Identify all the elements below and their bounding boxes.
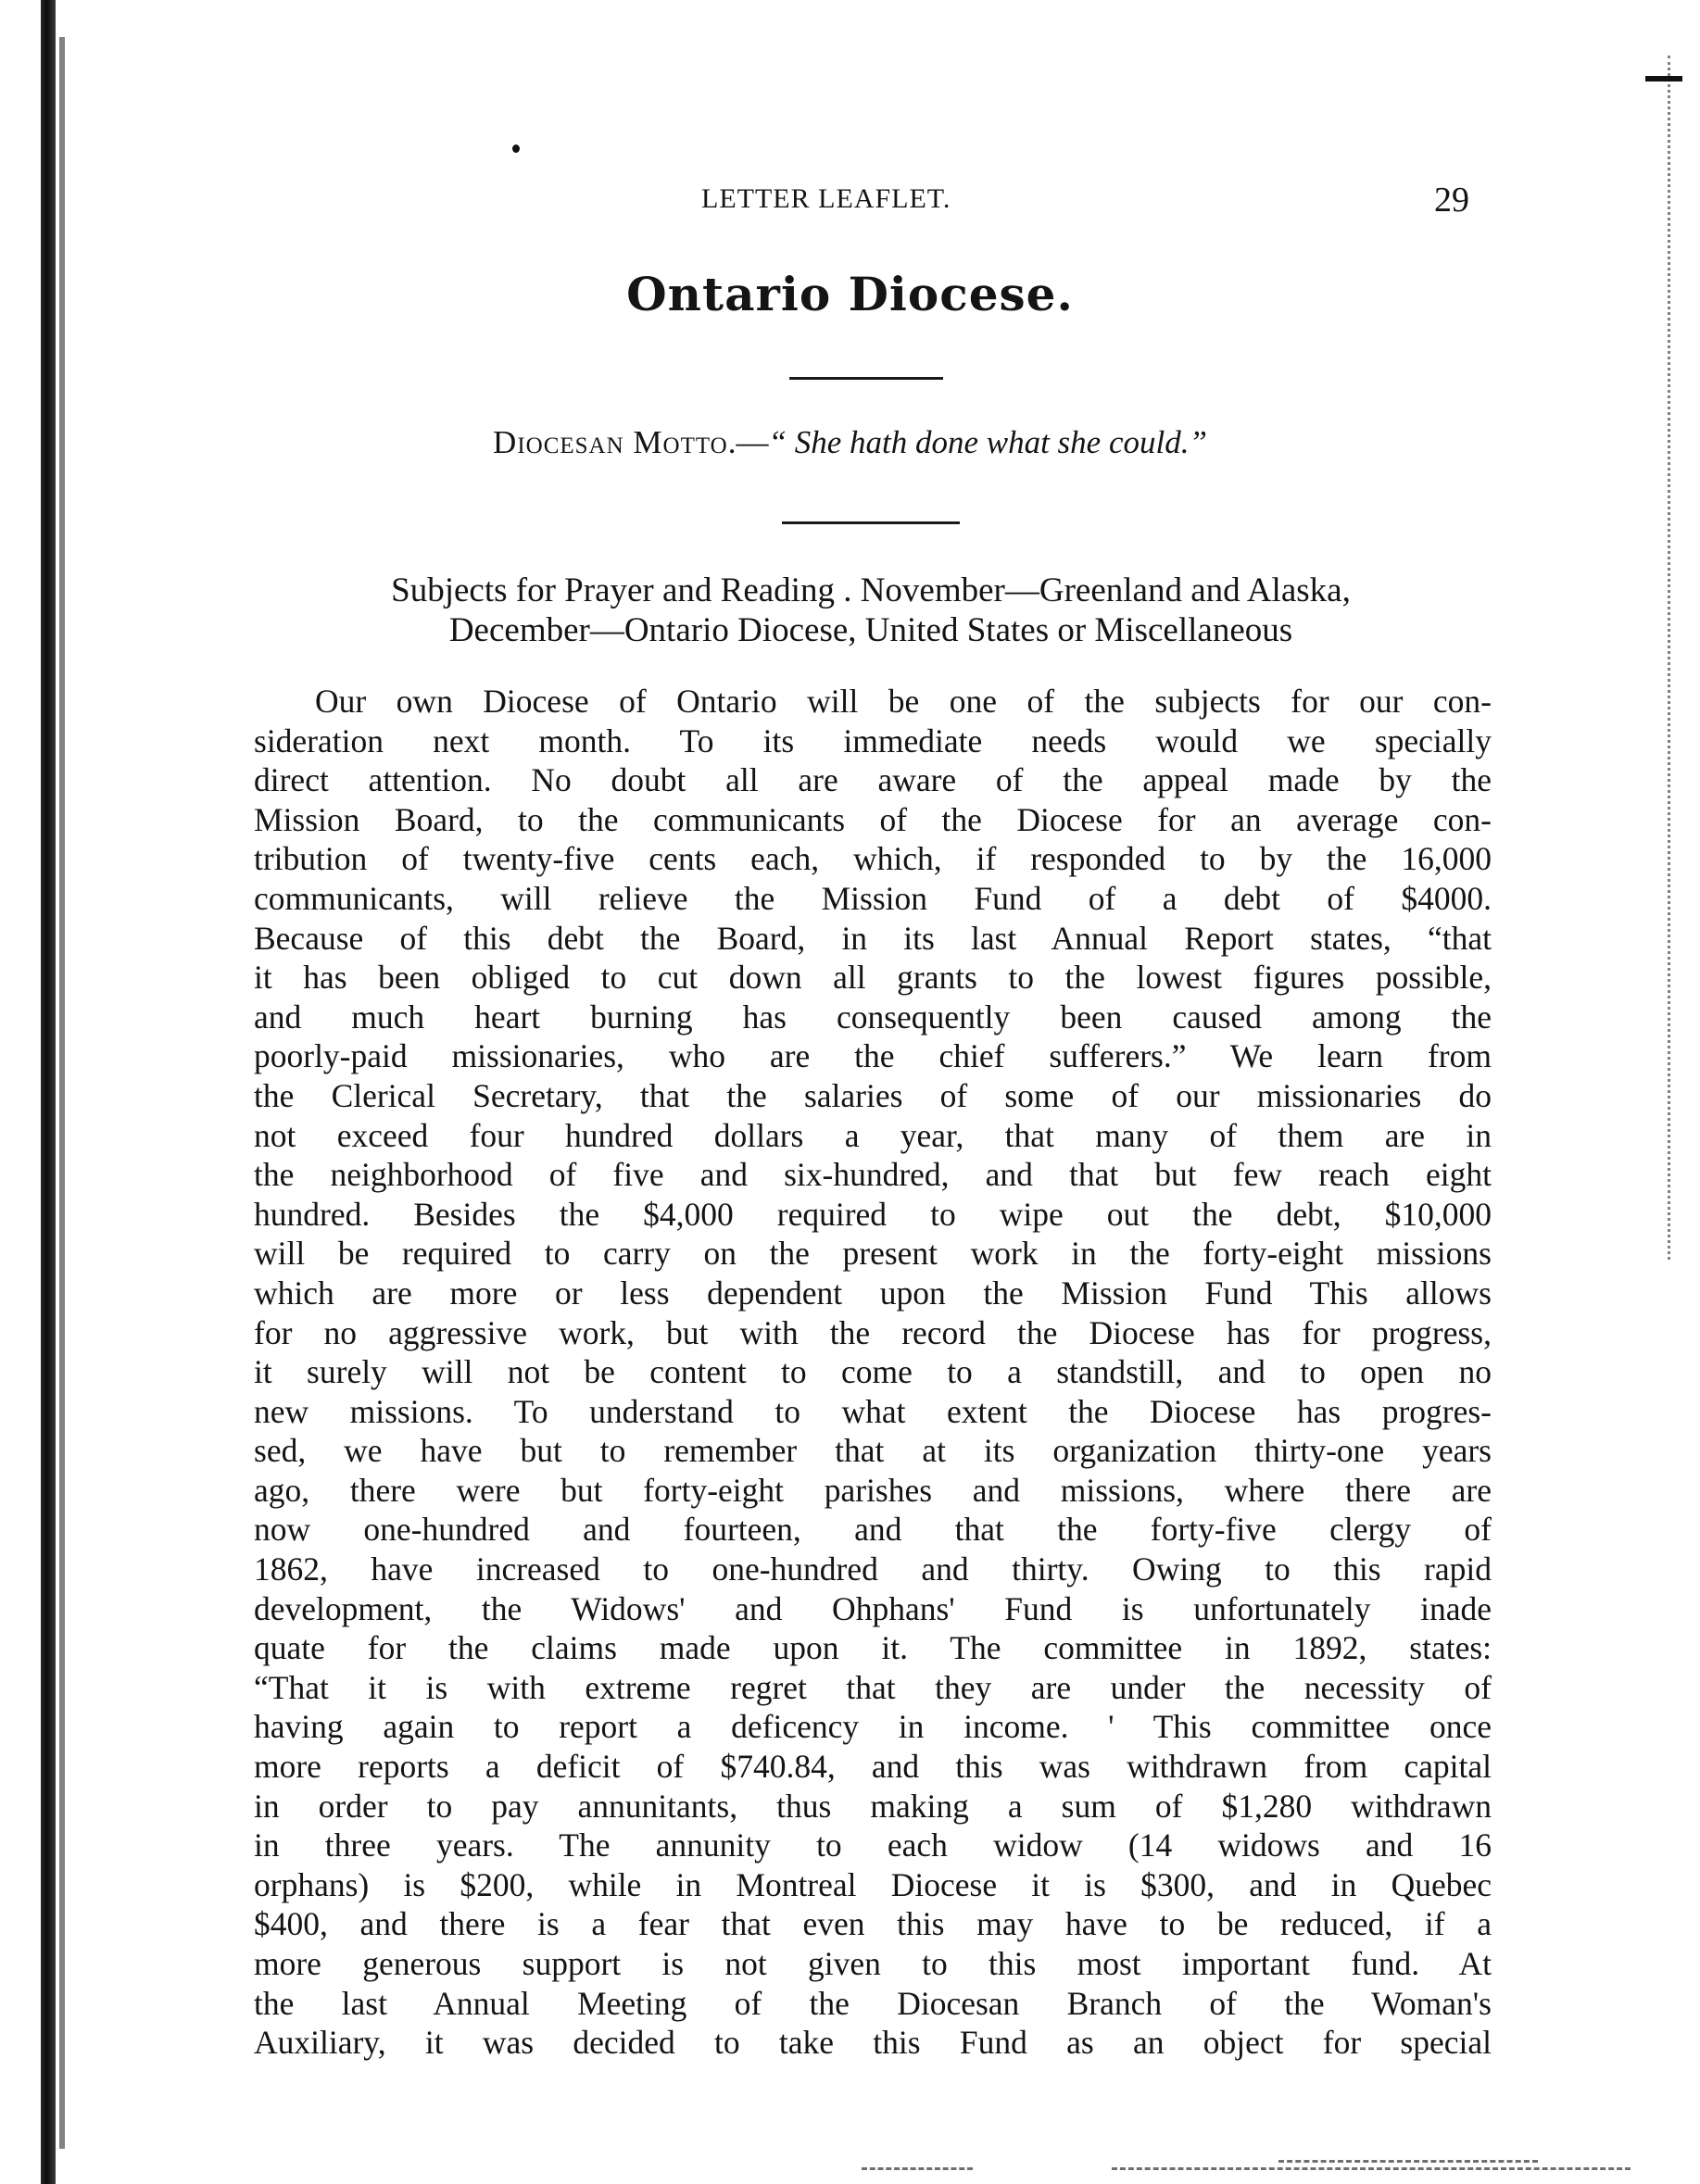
body-line: new missions. To understand to what extent the Diocese has progres- bbox=[254, 1392, 1492, 1430]
body-line: now one-hundred and fourteen, and that the forty-five clergy of bbox=[254, 1511, 1492, 1549]
body-line: direct attention. No doubt all are aware of the appeal made by the bbox=[254, 761, 1492, 799]
body-line: orphans) is $200, while in Montreal Diocese it is $300, and in Quebec bbox=[254, 1865, 1492, 1903]
body-line: quate for the claims made upon it. The committee in 1892, states: bbox=[254, 1629, 1492, 1667]
body-paragraph bbox=[254, 682, 1492, 2063]
body-line: development, the Widows' and Ohphans' Fund is unfortunately inade bbox=[254, 1589, 1492, 1627]
body-line: Because of this debt the Board, in its last Annual Report states, “that bbox=[254, 919, 1492, 957]
body-line: 1862, have increased to one-hundred and thirty. Owing to this rapid bbox=[254, 1550, 1492, 1588]
body-line: poorly-paid missionaries, who are the chief sufferers.” We learn from bbox=[254, 1037, 1492, 1075]
body-line: Mission Board, to the communicants of the Diocese for an average con- bbox=[254, 800, 1492, 838]
body-line: “That it is with extreme regret that they are under the necessity of bbox=[254, 1668, 1492, 1706]
body-line: communicants, will relieve the Mission Fund of a debt of $4000. bbox=[254, 879, 1492, 917]
body-line: Our own Diocese of Ontario will be one of the subjects for our con- bbox=[315, 683, 1492, 720]
page-binding-edge bbox=[41, 0, 56, 2184]
ink-speck bbox=[512, 144, 520, 153]
subjects-for-prayer bbox=[250, 571, 1492, 650]
right-edge-mark bbox=[1645, 76, 1682, 82]
motto-label: Diocesan Motto bbox=[493, 424, 728, 460]
body-line: it has been obliged to cut down all grants to the lowest figures possible, bbox=[254, 959, 1492, 997]
divider-rule bbox=[789, 377, 943, 380]
motto-quote: “ She hath done what she could.” bbox=[768, 424, 1207, 460]
body-line: not exceed four hundred dollars a year, that many of them are in bbox=[254, 1116, 1492, 1154]
section-title: Ontario Diocese. bbox=[626, 267, 1074, 321]
body-line: the Clerical Secretary, that the salaries of some of our missionaries do bbox=[254, 1076, 1492, 1114]
page-binding-shadow bbox=[59, 37, 65, 2149]
body-line: having again to report a deficency in income. ' This committee once bbox=[254, 1708, 1492, 1746]
running-head bbox=[0, 183, 1700, 220]
body-line: ago, there were but forty-eight parishes and missions, where there are bbox=[254, 1471, 1492, 1509]
body-line: the last Annual Meeting of the Diocesan Branch of the Woman's bbox=[254, 1984, 1492, 2022]
body-line: in three years. The annunity to each widow (14 widows and 16 bbox=[254, 1826, 1492, 1864]
body-line: more generous support is not given to this most important fund. At bbox=[254, 1945, 1492, 1982]
body-line: sed, we have but to remember that at its organization thirty-one years bbox=[254, 1432, 1492, 1470]
motto-separator: .— bbox=[727, 424, 769, 460]
body-line: Auxiliary, it was decided to take this Fund as an object for special bbox=[254, 2024, 1492, 2062]
body-line: $400, and there is a fear that even this may have to be reduced, if a bbox=[254, 1905, 1492, 1943]
body-line: more reports a deficit of $740.84, and this was withdrawn from capital bbox=[254, 1748, 1492, 1786]
page-number: 29 bbox=[1434, 181, 1469, 220]
divider-rule bbox=[782, 521, 960, 524]
body-line: and much heart burning has consequently been caused among the bbox=[254, 998, 1492, 1036]
body-line: which are more or less dependent upon the Mission Fund This allows bbox=[254, 1274, 1492, 1312]
body-line: the neighborhood of five and six-hundred, and that but few reach eight bbox=[254, 1156, 1492, 1194]
bottom-scan-noise bbox=[862, 2167, 973, 2173]
right-page-edge bbox=[1668, 56, 1675, 1260]
bottom-scan-noise bbox=[1278, 2160, 1538, 2165]
subjects-line: Subjects for Prayer and Reading . November—Greenland and Alaska, bbox=[391, 571, 1351, 609]
body-line: it surely will not be content to come to a standstill, and to open no bbox=[254, 1353, 1492, 1391]
body-line: for no aggressive work, but with the record the Diocese has for progress, bbox=[254, 1313, 1492, 1351]
diocesan-motto bbox=[0, 424, 1700, 461]
running-title: LETTER LEAFLET. bbox=[701, 183, 951, 214]
body-line: will be required to carry on the present work in the forty-eight missions bbox=[254, 1235, 1492, 1273]
body-line: sideration next month. To its immediate needs would we specially bbox=[254, 722, 1492, 759]
body-line: in order to pay annunitants, thus making a sum of $1,280 withdrawn bbox=[254, 1787, 1492, 1825]
body-line: hundred. Besides the $4,000 required to wipe out the debt, $10,000 bbox=[254, 1195, 1492, 1233]
bottom-scan-noise bbox=[1112, 2167, 1631, 2173]
body-line: tribution of twenty-five cents each, which, if responded to by the 16,000 bbox=[254, 840, 1492, 878]
subjects-line: December—Ontario Diocese, United States or Miscellaneous bbox=[448, 611, 1293, 649]
